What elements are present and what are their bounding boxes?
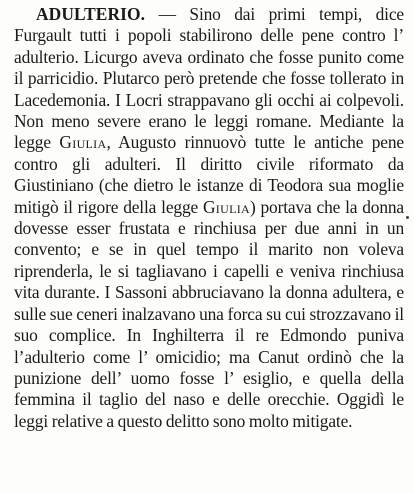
dictionary-entry-adulterio (14, 4, 404, 432)
entry-headword: ADULTERIO. (36, 4, 146, 24)
law-name-giulia: Giulia (59, 132, 107, 153)
entry-text-part-2: , Augusto rinnuovò tutte le antiche pene contro gli adulteri. Il diritto civile riformato da Giustiniano (che dietro le istanze di Teodora sua moglie mitigò il rigore della legge (14, 132, 404, 217)
entry-text-part-1: Sino dai primi tempi, dice Furgault tutti i popoli stabilirono delle pene contro l’ adulterio. Licurgo aveva ordinato che fosse punito come il parricidio. Plutarco però pretende che fosse tollerato in Lacedemonia. I Locri strappavano gli occhi ai colpevoli. Non meno severe erano le leggi romane. Mediante la legge (14, 4, 405, 153)
law-name-giulia-second: Giulia (202, 196, 250, 217)
entry-text-part-3: ) portava che la donna dovesse esser frustata e rinchiusa per due anni in un convento; e se in quel tempo il marito non voleva riprenderla, le si tagliavano i capelli e veniva rinchiusa vita durante. I Sassoni abbruciavano la donna adultera, e sulle sue ceneri inalzavano una forca su cui strozzavano il suo complice. In Inghilterra il re Edmondo puniva l’adulterio come l’ omicidio; ma Canut ordinò che la punizione dell’ uomo fosse l’ esiglio, e quella della femmina il taglio del naso e delle orecchie. Oggidì le leggi relative a questo delitto sono molto mitigate. (14, 196, 404, 431)
margin-speck (406, 216, 409, 219)
headword-dash: — (145, 4, 190, 24)
